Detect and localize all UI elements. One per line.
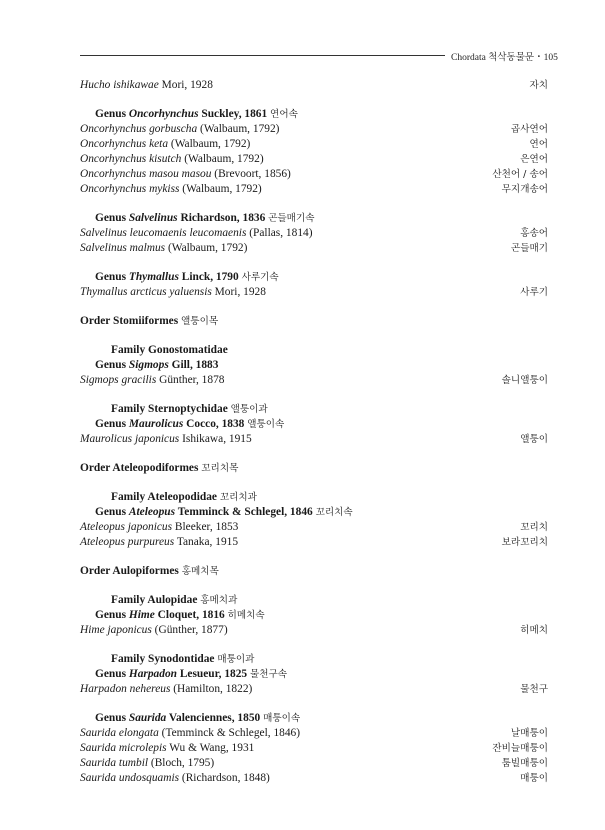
scientific-name: Harpadon	[128, 668, 177, 680]
korean-name: 물천구속	[250, 669, 288, 680]
spacer	[80, 93, 548, 107]
species-name	[80, 623, 228, 638]
family-row	[80, 652, 548, 667]
species-name	[80, 122, 279, 137]
korean-name: 앨퉁이속	[247, 419, 285, 430]
scientific-name: Oncorhynchus mykiss	[80, 183, 180, 195]
korean-name: 홍송어	[520, 228, 548, 239]
korean-name: 솔니앨퉁이	[501, 375, 548, 386]
family-row	[80, 490, 548, 505]
species-row	[80, 726, 548, 741]
genus-prefix: Genus	[95, 609, 129, 621]
scientific-name: Oncorhynchus	[128, 108, 199, 120]
genus-row	[80, 417, 548, 432]
korean-name: 매퉁이속	[263, 713, 301, 724]
species-row	[80, 182, 548, 197]
page-number: 105	[543, 53, 558, 63]
korean-name: 사루기	[520, 287, 548, 298]
genus-row	[80, 608, 548, 623]
family-name	[80, 402, 268, 417]
running-header	[451, 49, 558, 63]
korean-name: 앨퉁이목	[181, 316, 219, 327]
genus-prefix: Genus	[95, 712, 129, 724]
korean-name: 연어	[529, 139, 548, 150]
scientific-name: Saurida microlepis	[80, 742, 167, 754]
family-row	[80, 593, 548, 608]
korean-name: 꼬리치속	[315, 507, 353, 518]
header-separator: ・	[534, 53, 544, 63]
species-row	[80, 226, 548, 241]
korean-name: 매퉁이	[520, 773, 548, 784]
korean-name: 보라꼬리치	[501, 537, 548, 548]
genus-row	[80, 107, 548, 122]
species-row	[80, 756, 548, 771]
authority: (Brevoort, 1856)	[211, 168, 291, 180]
authority: (Hamilton, 1822)	[170, 683, 253, 695]
scientific-name: Saurida	[128, 712, 167, 724]
authority: (Pallas, 1814)	[246, 227, 313, 239]
order-name	[80, 314, 218, 329]
species-row	[80, 623, 548, 638]
spacer	[80, 550, 548, 564]
family-prefix: Family Sternoptychidae	[111, 403, 228, 415]
korean-name: 곱사연어	[510, 124, 548, 135]
korean-name: 앨퉁이과	[230, 404, 268, 415]
authority: Tanaka, 1915	[174, 536, 239, 548]
scientific-name: Saurida undosquamis	[80, 772, 180, 784]
header-rule	[80, 55, 445, 56]
korean-name: 사루기속	[241, 272, 279, 283]
order-name	[80, 564, 219, 579]
family-name	[80, 593, 237, 608]
genus-name	[80, 505, 353, 520]
genus-prefix: Genus	[95, 271, 129, 283]
scientific-name: Salvelinus	[128, 212, 178, 224]
korean-name: 곤들매기속	[268, 213, 315, 224]
korean-name: 꼬리치목	[201, 463, 239, 474]
species-row	[80, 122, 548, 137]
species-row	[80, 152, 548, 167]
scientific-name: Sigmops	[128, 359, 169, 371]
spacer	[80, 447, 548, 461]
scientific-name: Maurolicus japonicus	[80, 433, 180, 445]
species-row	[80, 285, 548, 300]
authority: (Günther, 1877)	[151, 624, 228, 636]
korean-name: 꼬리치	[520, 522, 548, 533]
order-row	[80, 314, 548, 329]
order-name	[80, 461, 238, 476]
family-row	[80, 402, 548, 417]
species-name	[80, 78, 213, 93]
species-name	[80, 535, 238, 550]
authority: (Walbaum, 1792)	[179, 183, 262, 195]
scientific-name: Maurolicus	[128, 418, 184, 430]
family-name	[80, 652, 254, 667]
korean-name: 잔비늘매퉁이	[492, 743, 548, 754]
genus-name	[80, 107, 298, 122]
genus-prefix: Genus	[95, 418, 129, 430]
genus-prefix: Genus	[95, 359, 129, 371]
authority: (Walbaum, 1792)	[168, 138, 251, 150]
species-name	[80, 432, 252, 447]
authority: Ishikawa, 1915	[179, 433, 252, 445]
genus-prefix: Genus	[95, 668, 129, 680]
order-prefix: Order Stomiiformes	[80, 315, 179, 327]
genus-row	[80, 211, 548, 226]
spacer	[80, 388, 548, 402]
authority: (Walbaum, 1792)	[181, 153, 264, 165]
family-prefix: Family Gonostomatidae	[111, 344, 228, 356]
scientific-name: Salvelinus malmus	[80, 242, 166, 254]
spacer	[80, 697, 548, 711]
korean-name: 홍메치목	[181, 566, 219, 577]
species-row	[80, 167, 548, 182]
species-row	[80, 741, 548, 756]
korean-name: 히메치	[520, 625, 548, 636]
species-row	[80, 682, 548, 697]
scientific-name: Oncorhynchus keta	[80, 138, 169, 150]
scientific-name: Salvelinus leucomaenis leucomaenis	[80, 227, 247, 239]
spacer	[80, 300, 548, 314]
species-row	[80, 432, 548, 447]
genus-name	[80, 711, 300, 726]
genus-row	[80, 358, 548, 373]
scientific-name: Saurida elongata	[80, 727, 159, 739]
order-prefix: Order Aulopiformes	[80, 565, 179, 577]
korean-name: 물천구	[520, 684, 548, 695]
scientific-name: Oncorhynchus masou masou	[80, 168, 212, 180]
spacer	[80, 256, 548, 270]
korean-name: 무지개송어	[501, 184, 548, 195]
authority: Temminck & Schlegel, 1846	[175, 506, 313, 518]
authority: Linck, 1790	[178, 271, 239, 283]
authority: (Temminck & Schlegel, 1846)	[158, 727, 301, 739]
authority: (Walbaum, 1792)	[165, 242, 248, 254]
species-row	[80, 137, 548, 152]
species-name	[80, 726, 300, 741]
authority: Richardson, 1836	[177, 212, 266, 224]
species-name	[80, 373, 224, 388]
family-prefix: Family Ateleopodidae	[111, 491, 217, 503]
spacer	[80, 329, 548, 343]
genus-prefix: Genus	[95, 506, 129, 518]
korean-name: 연어속	[270, 109, 298, 120]
authority: Günther, 1878	[156, 374, 225, 386]
species-row	[80, 535, 548, 550]
authority: Cocco, 1838	[183, 418, 245, 430]
genus-name	[80, 417, 284, 432]
species-name	[80, 241, 247, 256]
authority: Suckley, 1861	[198, 108, 268, 120]
scientific-name: Saurida tumbil	[80, 757, 149, 769]
spacer	[80, 579, 548, 593]
species-name	[80, 152, 264, 167]
genus-prefix: Genus	[95, 212, 129, 224]
genus-row	[80, 711, 548, 726]
scientific-name: Ateleopus	[128, 506, 176, 518]
korean-name: 홍메치과	[200, 595, 238, 606]
species-name	[80, 167, 291, 182]
family-name	[80, 490, 257, 505]
family-prefix: Family Aulopidae	[111, 594, 198, 606]
spacer	[80, 197, 548, 211]
header-title: Chordata 척삭동물문	[451, 53, 535, 63]
korean-name: 자치	[529, 80, 548, 91]
scientific-name: Ateleopus japonicus	[80, 521, 173, 533]
family-name	[80, 343, 228, 358]
species-row	[80, 771, 548, 786]
korean-name: 은연어	[520, 154, 548, 165]
scientific-name: Thymallus arcticus yaluensis	[80, 286, 212, 298]
species-row	[80, 520, 548, 535]
scientific-name: Thymallus	[128, 271, 179, 283]
scientific-name: Harpadon nehereus	[80, 683, 171, 695]
scientific-name: Hime japonicus	[80, 624, 152, 636]
korean-name: 앨퉁이	[520, 434, 548, 445]
korean-name: 히메치속	[227, 610, 265, 621]
species-row	[80, 78, 548, 93]
authority: Cloquet, 1816	[154, 609, 225, 621]
genus-name	[80, 270, 279, 285]
order-row	[80, 564, 548, 579]
korean-name: 꼬리치과	[219, 492, 257, 503]
scientific-name: Hime	[128, 609, 155, 621]
authority: Valenciennes, 1850	[166, 712, 261, 724]
genus-name	[80, 667, 287, 682]
genus-name	[80, 211, 314, 226]
species-name	[80, 682, 252, 697]
species-name	[80, 771, 270, 786]
genus-row	[80, 505, 548, 520]
korean-name: 매퉁이과	[217, 654, 255, 665]
korean-name: 날매퉁이	[510, 728, 548, 739]
species-name	[80, 182, 262, 197]
order-prefix: Order Ateleopodiformes	[80, 462, 199, 474]
genus-name	[80, 358, 218, 373]
spacer	[80, 476, 548, 490]
genus-row	[80, 270, 548, 285]
authority: Gill, 1883	[168, 359, 219, 371]
korean-name: 툼빌매퉁이	[501, 758, 548, 769]
scientific-name: Ateleopus purpureus	[80, 536, 175, 548]
authority: (Richardson, 1848)	[179, 772, 270, 784]
scientific-name: Oncorhynchus gorbuscha	[80, 123, 198, 135]
species-name	[80, 520, 238, 535]
family-prefix: Family Synodontidae	[111, 653, 215, 665]
scientific-name: Sigmops gracilis	[80, 374, 157, 386]
family-row	[80, 343, 548, 358]
species-name	[80, 226, 313, 241]
spacer	[80, 638, 548, 652]
species-row	[80, 373, 548, 388]
korean-name: 산천어 / 송어	[492, 169, 548, 180]
genus-name	[80, 608, 265, 623]
authority: Mori, 1928	[211, 286, 266, 298]
order-row	[80, 461, 548, 476]
species-name	[80, 756, 214, 771]
species-name	[80, 285, 266, 300]
authority: Lesueur, 1825	[176, 668, 248, 680]
authority: Mori, 1928	[158, 79, 213, 91]
authority: (Walbaum, 1792)	[197, 123, 280, 135]
species-name	[80, 137, 250, 152]
korean-name: 곤들매기	[510, 243, 548, 254]
scientific-name: Oncorhynchus kisutch	[80, 153, 182, 165]
authority: Bleeker, 1853	[172, 521, 239, 533]
scientific-name: Hucho ishikawae	[80, 79, 159, 91]
authority: Wu & Wang, 1931	[166, 742, 255, 754]
taxonomy-list	[80, 78, 548, 786]
genus-prefix: Genus	[95, 108, 129, 120]
species-name	[80, 741, 254, 756]
authority: (Bloch, 1795)	[148, 757, 215, 769]
genus-row	[80, 667, 548, 682]
species-row	[80, 241, 548, 256]
